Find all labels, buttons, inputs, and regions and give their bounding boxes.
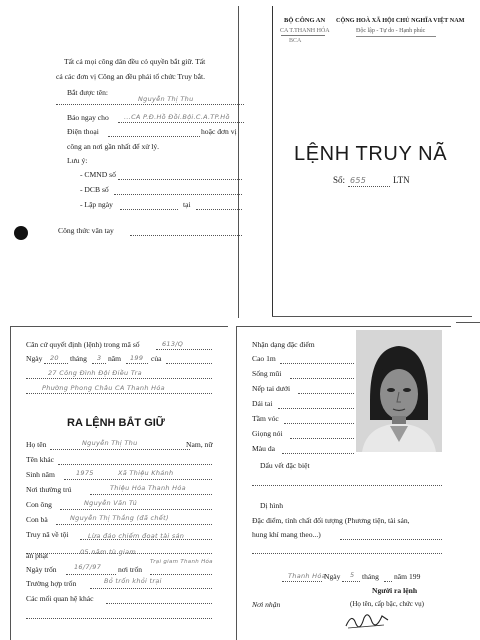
voice-label: Giọng nói <box>252 429 283 438</box>
sentence-value: 05 năm tù giam <box>80 548 137 556</box>
residence-value: Thiệu Hóa Thanh Hóa <box>110 484 186 492</box>
republic-line-2: Độc lập - Tự do - Hạnh phúc <box>356 28 426 34</box>
hand-line-2 <box>26 393 212 394</box>
charge-label: Truy nã về tội <box>26 530 69 539</box>
bottom-left-panel-edge <box>10 326 11 640</box>
gender-label: Nam, nữ <box>186 440 213 449</box>
build-label: Tầm vóc <box>252 414 279 423</box>
issuer-label: Người ra lệnh <box>372 586 418 595</box>
date-day-line <box>342 581 360 582</box>
basis-label: Căn cứ quyết định (lệnh) trong mã số <box>26 340 140 349</box>
name-line <box>50 449 190 450</box>
residence-line <box>90 494 212 495</box>
day-value: 20 <box>50 354 59 362</box>
father-label: Con ông <box>26 500 52 509</box>
deformity-label: Dị hình <box>260 501 283 510</box>
number-suffix: LTN <box>393 175 410 185</box>
hair-label: Màu da <box>252 444 275 453</box>
traits-line-3 <box>340 539 442 540</box>
order-title: LỆNH TRUY NÃ <box>294 143 448 165</box>
fingerprint-line <box>130 235 242 236</box>
escape-day-label: Ngày trốn <box>26 565 57 574</box>
report-label: Báo ngay cho <box>67 113 109 122</box>
report-line <box>118 122 244 123</box>
month-label: tháng <box>70 354 87 363</box>
hand-line-1 <box>26 378 212 379</box>
issuer-sub: (Họ tên, cấp bậc, chức vụ) <box>350 600 424 608</box>
of-line <box>166 363 212 364</box>
day-line <box>44 363 68 364</box>
relations-label: Các mối quan hệ khác <box>26 594 94 603</box>
relations-line <box>106 603 212 604</box>
escape-day-line <box>66 574 116 575</box>
earlobe-label: Nếp tai dưới <box>252 384 291 393</box>
father-value: Nguyễn Văn Tú <box>84 499 138 507</box>
number-line <box>348 186 390 187</box>
features-label: Nhận dạng đặc điểm <box>252 340 315 349</box>
handwritten-line-1: 27 Công Đình Đội Điều Tra <box>48 369 142 377</box>
earlobe-line <box>298 393 354 394</box>
year-value: 199 <box>130 354 144 362</box>
escape-case-value: Bỏ trốn khỏi trại <box>104 577 162 585</box>
date-year-label: năm 199 <box>394 572 421 581</box>
relations-line-2 <box>26 618 212 619</box>
mother-value: Nguyễn Thị Thắng (đã chết) <box>70 514 169 522</box>
alias-line <box>58 464 212 465</box>
top-right-panel-bottom <box>272 316 472 317</box>
escape-case-label: Trường hợp trốn <box>26 579 77 588</box>
year-line <box>126 363 148 364</box>
portrait-image <box>356 330 442 452</box>
nose-line <box>290 378 354 379</box>
voice-line <box>290 438 354 439</box>
nearest-unit: công an nơi gần nhất để xử lý. <box>67 142 160 151</box>
ear-label: Dái tai <box>252 399 273 408</box>
republic-line-1: CỘNG HOÀ XÃ HỘI CHỦ NGHĨA VIỆT NAM <box>336 17 465 24</box>
traits-line-4 <box>252 553 442 554</box>
hair-line <box>282 453 354 454</box>
month-line <box>92 363 106 364</box>
signature-scribble <box>344 608 390 632</box>
escape-place-label: nơi trốn <box>118 565 143 574</box>
father-line <box>60 509 212 510</box>
arrest-name: Nguyễn Thị Thu <box>138 95 194 103</box>
handwritten-line-2: Phường Phong Châu CA Thanh Hóa <box>42 384 165 392</box>
marks-line <box>252 485 442 486</box>
height-label: Cao 1m <box>252 354 276 363</box>
name-label: Họ tên <box>26 440 47 449</box>
birth-place: Xã Thiệu Khánh <box>118 469 174 477</box>
escape-case-line <box>90 588 212 589</box>
escape-place-line <box>150 574 212 575</box>
intro-line-1: Tất cả mọi công dân đều có quyền bắt giữ. Tất <box>64 57 206 66</box>
date-day-value: 5 <box>350 571 355 579</box>
escape-day-value: 16/7/97 <box>74 563 102 571</box>
phone-label: Điện thoại <box>67 127 99 136</box>
date-place-line <box>282 581 322 582</box>
report-value: ...CA P.Đ.Hồ Đồi.Bội.C.A.TP.Hồ <box>124 113 230 121</box>
agency-line-2: CA T.THANH HÓA <box>280 28 330 34</box>
ear-line <box>278 408 354 409</box>
year-label: năm <box>108 354 122 363</box>
suspect-photo <box>356 330 442 452</box>
cmnd-line <box>118 179 242 180</box>
issued-line <box>120 209 178 210</box>
basis-value: 613/Q <box>162 340 184 348</box>
punch-hole <box>14 226 28 240</box>
fingerprint-label: Công thức vân tay <box>58 226 114 235</box>
birth-label: Sinh năm <box>26 470 55 479</box>
of-label: của <box>151 354 162 363</box>
escape-place-value: Trại giam Thanh Hóa <box>150 559 213 565</box>
traits-line-1: Đặc điểm, tính chất đối tượng (Phương tiện, tài sản, <box>252 516 410 525</box>
note-label: Lưu ý: <box>67 156 88 165</box>
agency-line-3: BCA <box>289 38 302 44</box>
residence-label: Nơi thường trú <box>26 485 72 494</box>
charge-value: Lừa đảo chiếm đoạt tài sản <box>88 532 185 540</box>
basis-line <box>156 349 212 350</box>
receiver-label: Nơi nhận <box>252 600 281 609</box>
date-day-label: Ngày <box>324 572 341 581</box>
sentence-label: án phạt <box>26 551 49 560</box>
date-place: Thanh Hóa <box>288 572 326 580</box>
phone-suffix: hoặc đơn vị <box>201 127 237 136</box>
build-line <box>284 423 354 424</box>
traits-line-2: hung khí mang theo...) <box>252 530 321 539</box>
dcb-label: - DCB số <box>80 185 109 194</box>
phone-line <box>108 136 200 137</box>
cmnd-label: - CMND số <box>80 170 116 179</box>
arrest-line <box>56 104 244 105</box>
number-label: Số: <box>333 175 346 185</box>
dcb-line <box>114 194 242 195</box>
top-right-panel-left-edge <box>272 6 273 316</box>
nose-label: Sống mũi <box>252 369 282 378</box>
date-month-line <box>384 581 392 582</box>
intro-line-2: cả các đơn vị Công an đều phải tổ chức Truy bắt. <box>56 72 206 81</box>
at-line <box>196 209 242 210</box>
birth-line <box>64 479 212 480</box>
alias-label: Tên khác <box>26 455 55 464</box>
birth-value: 1975 <box>76 469 94 477</box>
issued-label: - Lập ngày <box>80 200 113 209</box>
marks-label: Dấu vết đặc biệt <box>260 461 310 470</box>
republic-underline <box>356 36 436 37</box>
mother-label: Con bà <box>26 515 48 524</box>
signature <box>344 608 390 632</box>
height-line <box>280 363 354 364</box>
agency-underline <box>281 35 325 36</box>
bottom-left-panel-top <box>10 326 228 327</box>
month-value: 3 <box>97 354 102 362</box>
at-label: tại <box>183 200 191 209</box>
mother-line <box>56 524 212 525</box>
divider-right <box>456 322 480 323</box>
date-month-label: tháng <box>362 572 379 581</box>
agency-line-1: BỘ CÔNG AN <box>284 17 326 24</box>
bottom-divider <box>236 326 237 640</box>
charge-line <box>80 539 212 540</box>
day-label: Ngày <box>26 354 43 363</box>
bottom-right-panel-top <box>236 326 451 327</box>
arrest-label: Bắt được tên: <box>67 88 109 97</box>
top-left-panel-border <box>238 6 239 318</box>
name-value: Nguyễn Thị Thu <box>82 439 138 447</box>
number-value: 655 <box>350 176 367 185</box>
arrest-order-heading: RA LỆNH BẮT GIỮ <box>67 417 165 429</box>
